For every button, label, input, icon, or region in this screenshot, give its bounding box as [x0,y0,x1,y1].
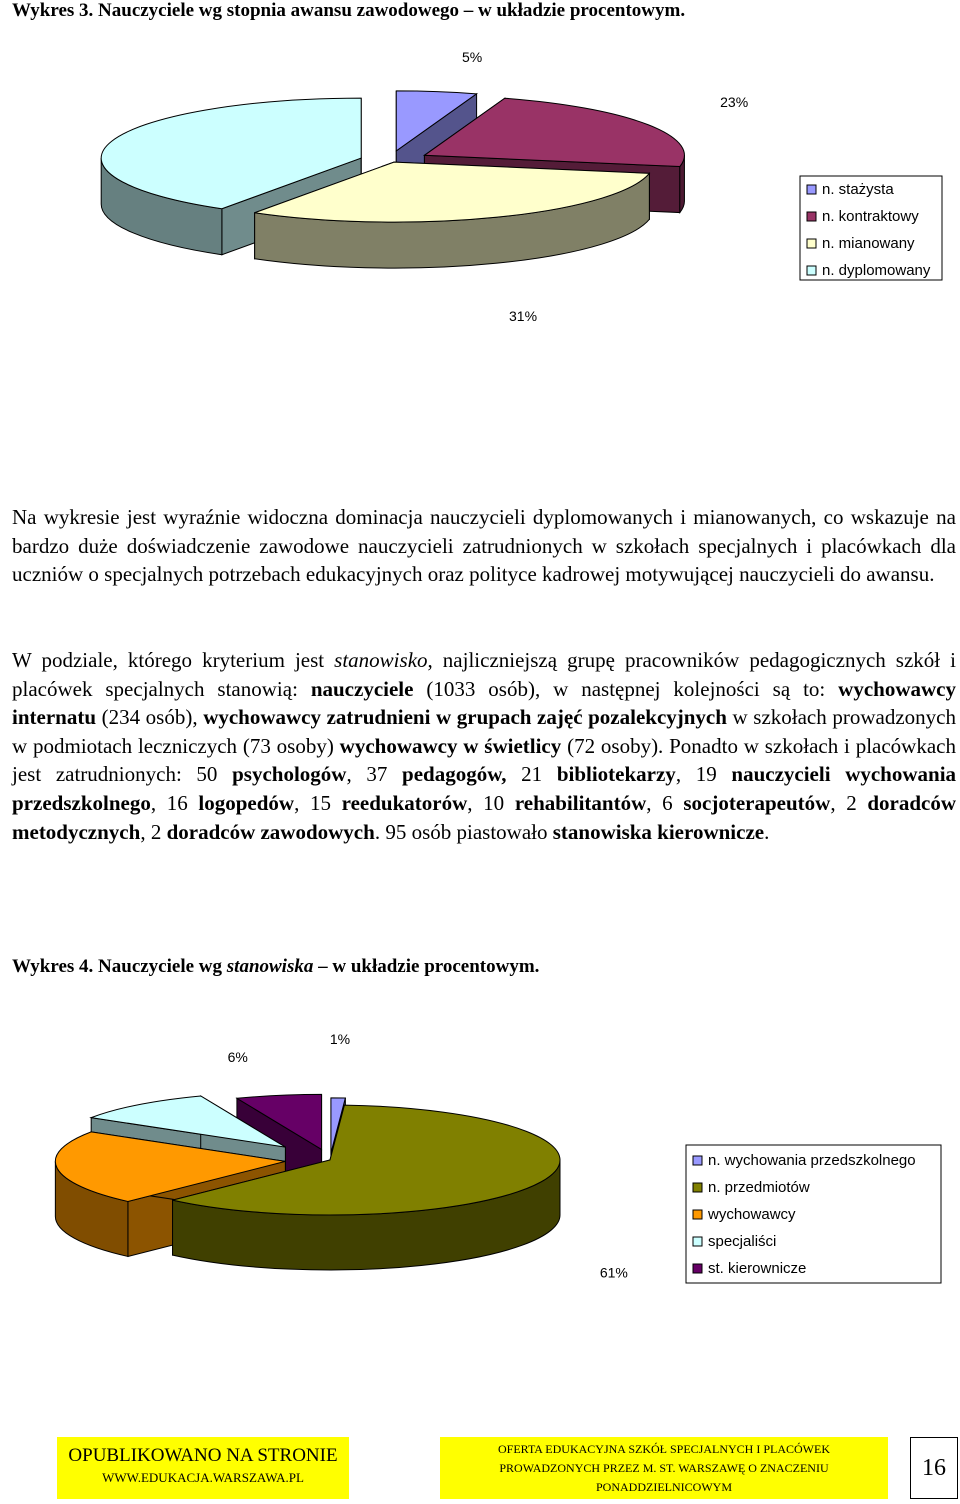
text-run-bold: logopedów [198,790,295,815]
legend-label: n. mianowany [822,235,915,252]
legend-swatch [693,1264,702,1273]
legend-swatch [693,1156,702,1165]
text-run-bold: doradców metodycznych [12,790,957,844]
footer-right-line2: PROWADZONYCH PRZEZ M. ST. WARSZAWĘ O ZNACZENIU [499,1461,829,1475]
legend-label: n. wychowania przedszkolnego [708,1152,916,1169]
text-run-bold: wychowawcy zatrudnieni w grupach zajęć pozalekcyjnych [203,705,727,730]
footer-left-box [57,1437,349,1499]
legend-label: n. przedmiotów [708,1179,810,1196]
text-run-bold: pedagogów, [402,762,507,787]
text-run: (234 osób), [96,705,204,730]
legend-swatch [807,185,816,194]
legend-label: n. dyplomowany [822,262,931,279]
legend-label: st. kierownicze [708,1260,807,1277]
text-run: , 10 [467,790,515,815]
footer-right-box [440,1437,888,1499]
chart3-pie [0,48,960,380]
text-run: , 6 [646,790,684,815]
legend-swatch [693,1183,702,1192]
text-run: w szkołach prowadzonych w podmiotach leczniczych (73 osoby) [12,705,956,758]
pie-value-label: 5% [461,48,483,65]
footer-right-line1: OFERTA EDUKACYJNA SZKÓŁ SPECJALNYCH I PLACÓWEK [497,1442,830,1456]
legend-swatch [807,239,816,248]
chart3-caption: Wykres 3. Nauczyciele wg stopnia awansu zawodowego – w układzie procentowym. [12,0,686,21]
text-run-bold: psychologów [232,762,347,787]
chart4-pie [0,1031,960,1300]
caption-text: – w układzie procentowym. [313,956,540,977]
text-run: (1033 osób), w następnej kolejności są to: [413,676,839,701]
text-run-bold: reedukatorów [341,790,468,815]
paragraph-1: Na wykresie jest wyraźnie widoczna dominacja nauczycieli dyplomowanych i mianowanych, co wskazuje na bardzo duże doświadczenie zawodowe nauczycieli zatrudnionych w szkołach specjalnych i placówkach dla uczniów o specjalnych potrzebach edukacyjnych oraz polityce kadrowej motywującej nauczycieli do awansu. [12,505,956,587]
text-run-bold: rehabilitantów [514,790,647,815]
caption-text: Wykres 4. Nauczyciele wg [12,956,227,977]
text-run-bold: socjoterapeutów [683,790,831,815]
text-run: , 16 [150,790,199,815]
footer-left-line1: OPUBLIKOWANO NA STRONIE [68,1445,338,1466]
text-run-bold: nauczycieli wychowania przedszkolnego [12,762,957,815]
legend-label: specjaliści [708,1233,777,1250]
legend-swatch [693,1210,702,1219]
text-run-bold: bibliotekarzy [556,762,676,787]
text-run-italic: stanowisko [334,648,428,672]
legend-swatch [693,1237,702,1246]
text-run: , 2 [830,790,868,815]
legend-label: wychowawcy [708,1206,796,1223]
legend-label: n. kontraktowy [822,208,919,225]
pie-value-label: 23% [720,94,749,111]
page-number: 16 [910,1437,958,1499]
text-run-bold: wychowawcy internatu [12,676,956,730]
pie-value-label: 1% [329,1031,351,1048]
text-run: , najliczniejszą grupę pracowników pedagogicznych szkół i placówek specjalnych stanowią: [12,648,957,701]
pie-value-label: 61% [599,1264,628,1281]
legend-label: n. stażysta [822,181,894,198]
caption-italic: stanowiska [226,956,314,977]
text-run: 21 [506,762,557,787]
text-run-bold: wychowawcy w świetlicy [339,733,562,758]
pie-value-label: 6% [227,1048,248,1065]
footer-left-line2: WWW.EDUKACJA.WARSZAWA.PL [102,1470,304,1485]
paragraph-2 [12,646,956,846]
text-run: . 95 osób piastowało [374,819,553,844]
text-run: , 37 [346,762,403,787]
text-run: W podziale, którego kryterium jest [12,648,335,672]
text-run: , 19 [675,762,732,787]
text-run-bold: doradców zawodowych [166,819,375,844]
text-run: (72 osoby). Ponadto w szkołach i placówkach jest zatrudnionych: 50 [12,733,956,787]
footer-right-line3: PONADDZIELNICOWYM [596,1480,732,1494]
text-run-bold: stanowiska kierownicze [552,819,765,844]
text-run: , 15 [294,790,342,815]
legend-swatch [807,212,816,221]
chart4-caption [12,956,539,978]
text-run-bold: nauczyciele [310,676,414,701]
text-run: . [764,819,770,844]
legend-swatch [807,266,816,275]
text-run: , 2 [140,819,167,844]
pie-value-label: 31% [509,307,538,324]
